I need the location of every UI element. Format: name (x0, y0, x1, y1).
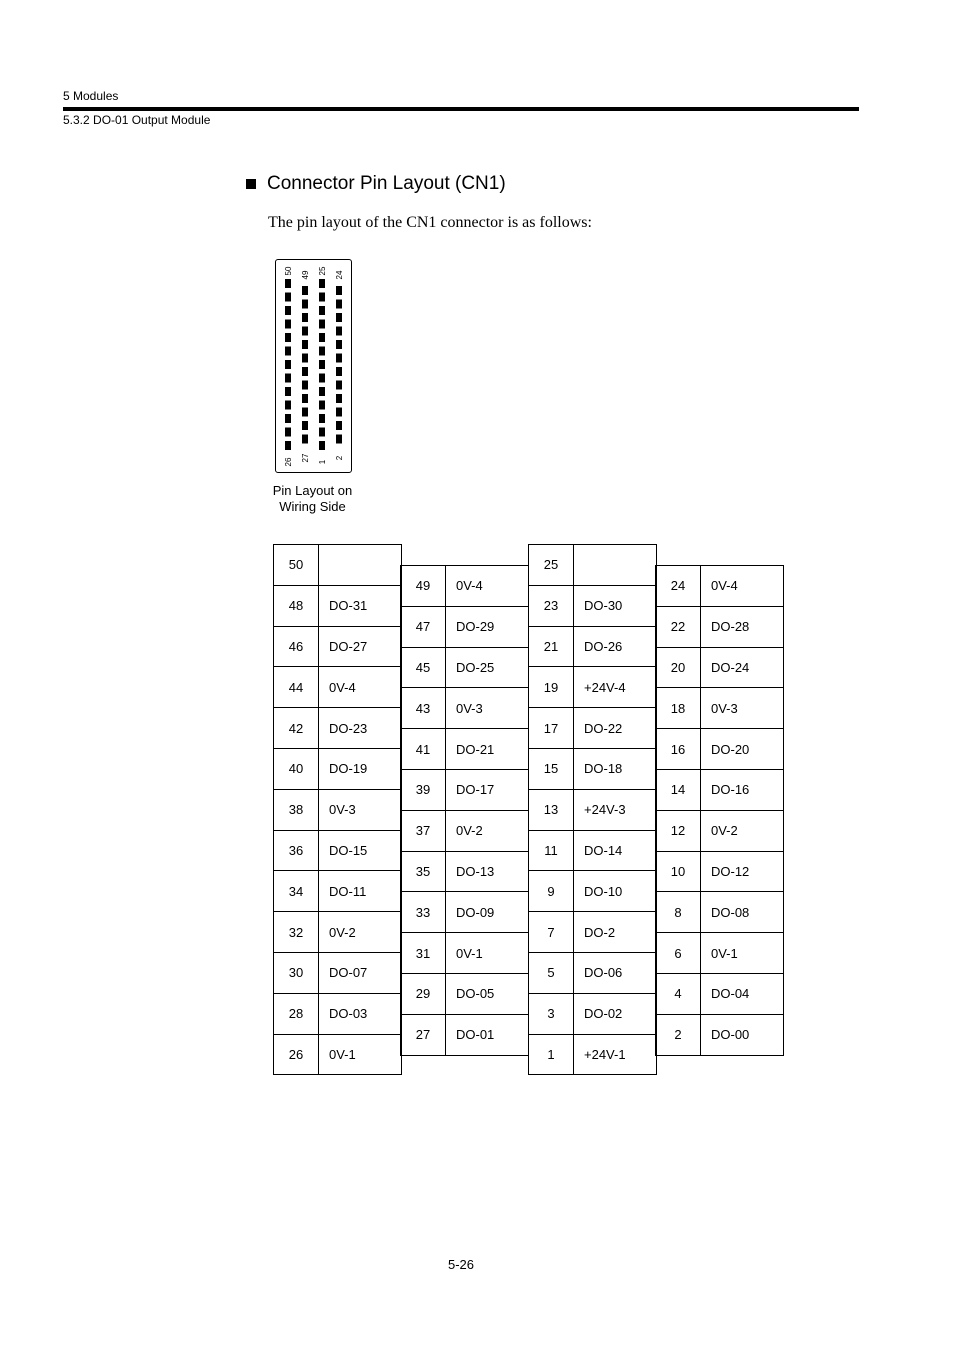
pin-signal-cell: DO-20 (700, 728, 784, 770)
pin-number-cell: 27 (400, 1014, 446, 1056)
pin-number-cell: 13 (528, 789, 574, 831)
pin-number-cell: 15 (528, 748, 574, 790)
pin-number-cell: 5 (528, 952, 574, 994)
connector-pin (336, 313, 342, 322)
header-rule (63, 107, 859, 111)
pin-number-cell: 6 (655, 932, 701, 974)
pin-number-cell: 33 (400, 891, 446, 933)
pin-number-cell: 30 (273, 952, 319, 994)
pin-signal-cell: 0V-3 (445, 687, 529, 729)
pin-signal-cell: 0V-4 (700, 565, 784, 607)
connector-pin (285, 374, 291, 383)
pin-signal-cell: +24V-4 (573, 666, 657, 708)
pin-number-cell: 14 (655, 769, 701, 811)
pin-signal-cell: DO-07 (318, 952, 402, 994)
connector-pin (319, 428, 325, 437)
pin-number-cell: 41 (400, 728, 446, 770)
pin-number-cell: 11 (528, 830, 574, 872)
pin-signal-cell: 0V-4 (445, 565, 529, 607)
page-number: 5-26 (447, 1257, 475, 1272)
pin-number-cell: 49 (400, 565, 446, 607)
square-bullet-icon (246, 179, 256, 189)
pin-signal-cell: DO-12 (700, 851, 784, 893)
connector-pin (336, 394, 342, 403)
pin-signal-cell: DO-17 (445, 769, 529, 811)
pin-signal-cell: 0V-2 (318, 911, 402, 953)
connector-pin (336, 354, 342, 363)
connector-pin (285, 441, 291, 450)
connector-pin (285, 414, 291, 423)
connector-pin (302, 340, 308, 349)
intro-text: The pin layout of the CN1 connector is as follows: (268, 214, 592, 231)
connector-pin (319, 306, 325, 315)
caption-line-1: Pin Layout on (272, 483, 353, 498)
pin-number-cell: 42 (273, 707, 319, 749)
connector-pin (285, 293, 291, 302)
pin-number-cell: 43 (400, 687, 446, 729)
pin-signal-cell: DO-14 (573, 830, 657, 872)
connector-top-label: 49 (301, 270, 310, 280)
connector-pin (302, 435, 308, 444)
pin-signal-cell: DO-24 (700, 647, 784, 689)
pin-number-cell: 50 (273, 544, 319, 586)
connector-diagram (275, 259, 352, 473)
pin-number-cell: 44 (273, 666, 319, 708)
connector-pin (302, 381, 308, 390)
pin-number-cell: 35 (400, 851, 446, 893)
pin-signal-cell: DO-11 (318, 870, 402, 912)
connector-pin (319, 279, 325, 288)
connector-pin (285, 360, 291, 369)
connector-pin (336, 340, 342, 349)
connector-pin (319, 333, 325, 342)
pin-signal-cell: DO-04 (700, 973, 784, 1015)
pin-signal-cell: DO-26 (573, 626, 657, 668)
pin-signal-cell: DO-30 (573, 585, 657, 627)
connector-pin (302, 327, 308, 336)
pin-number-cell: 39 (400, 769, 446, 811)
pin-number-cell: 37 (400, 810, 446, 852)
connector-pin (285, 387, 291, 396)
pin-signal-cell: DO-19 (318, 748, 402, 790)
pin-number-cell: 31 (400, 932, 446, 974)
pin-number-cell: 47 (400, 606, 446, 648)
pin-signal-cell: DO-09 (445, 891, 529, 933)
connector-pin (319, 374, 325, 383)
pin-number-cell: 38 (273, 789, 319, 831)
pin-number-cell: 29 (400, 973, 446, 1015)
pin-signal-cell: 0V-2 (445, 810, 529, 852)
pin-signal-cell (318, 544, 402, 586)
pin-number-cell: 46 (273, 626, 319, 668)
connector-pin (302, 313, 308, 322)
connector-pin (319, 401, 325, 410)
pin-signal-cell: DO-18 (573, 748, 657, 790)
connector-pin (285, 279, 291, 288)
pin-number-cell: 3 (528, 993, 574, 1035)
pin-number-cell: 19 (528, 666, 574, 708)
connector-pin (319, 414, 325, 423)
connector-top-label: 25 (318, 266, 327, 276)
caption-line-2: Wiring Side (279, 499, 346, 514)
pin-number-cell: 21 (528, 626, 574, 668)
pin-number-cell: 9 (528, 870, 574, 912)
pin-number-cell: 7 (528, 911, 574, 953)
pin-number-cell: 8 (655, 891, 701, 933)
connector-pin (336, 286, 342, 295)
pin-number-cell: 20 (655, 647, 701, 689)
pin-number-cell: 25 (528, 544, 574, 586)
connector-pin (285, 306, 291, 315)
pin-number-cell: 2 (655, 1014, 701, 1056)
pin-signal-cell: DO-23 (318, 707, 402, 749)
pin-signal-cell: DO-00 (700, 1014, 784, 1056)
connector-pin (285, 347, 291, 356)
pin-signal-cell: 0V-3 (318, 789, 402, 831)
pin-signal-cell: DO-01 (445, 1014, 529, 1056)
section-heading (246, 173, 506, 195)
connector-bottom-label: 2 (335, 455, 344, 461)
pin-number-cell: 23 (528, 585, 574, 627)
connector-pin (285, 320, 291, 329)
connector-pin (336, 300, 342, 309)
pin-signal-cell: 0V-4 (318, 666, 402, 708)
connector-pin (302, 394, 308, 403)
pin-signal-cell: DO-05 (445, 973, 529, 1015)
connector-pin (336, 367, 342, 376)
pin-number-cell: 16 (655, 728, 701, 770)
connector-caption (262, 483, 363, 515)
pin-signal-cell (573, 544, 657, 586)
pin-signal-cell: DO-27 (318, 626, 402, 668)
connector-pin (336, 408, 342, 417)
connector-pin (336, 421, 342, 430)
pin-signal-cell: DO-2 (573, 911, 657, 953)
connector-pin (319, 360, 325, 369)
pin-number-cell: 36 (273, 830, 319, 872)
connector-pin (285, 428, 291, 437)
pin-signal-cell: DO-28 (700, 606, 784, 648)
pin-number-cell: 32 (273, 911, 319, 953)
section-title: Connector Pin Layout (CN1) (267, 173, 506, 194)
connector-pin (319, 347, 325, 356)
connector-pin (336, 435, 342, 444)
connector-top-label: 24 (335, 270, 344, 280)
connector-pin (302, 421, 308, 430)
pin-number-cell: 18 (655, 687, 701, 729)
pin-signal-cell: DO-22 (573, 707, 657, 749)
connector-top-label: 50 (284, 266, 293, 276)
pin-number-cell: 22 (655, 606, 701, 648)
pin-number-cell: 26 (273, 1034, 319, 1076)
connector-pin (319, 293, 325, 302)
pin-signal-cell: 0V-1 (445, 932, 529, 974)
pin-signal-cell: DO-21 (445, 728, 529, 770)
pin-number-cell: 28 (273, 993, 319, 1035)
connector-pin (319, 387, 325, 396)
pin-signal-cell: DO-29 (445, 606, 529, 648)
pin-signal-cell: DO-13 (445, 851, 529, 893)
pin-signal-cell: DO-10 (573, 870, 657, 912)
connector-pin-graphic (276, 260, 351, 472)
connector-pin (285, 333, 291, 342)
connector-pin (302, 408, 308, 417)
connector-bottom-label: 27 (301, 453, 310, 463)
pin-number-cell: 34 (273, 870, 319, 912)
connector-bottom-label: 1 (318, 459, 327, 465)
connector-pin (319, 441, 325, 450)
pin-number-cell: 10 (655, 851, 701, 893)
pin-number-cell: 48 (273, 585, 319, 627)
pin-signal-cell: DO-15 (318, 830, 402, 872)
pin-number-cell: 45 (400, 647, 446, 689)
pin-signal-cell: 0V-1 (700, 932, 784, 974)
pin-signal-cell: 0V-3 (700, 687, 784, 729)
pin-signal-cell: DO-02 (573, 993, 657, 1035)
pin-number-cell: 24 (655, 565, 701, 607)
connector-bottom-label: 26 (284, 457, 293, 467)
connector-pin (302, 300, 308, 309)
pin-signal-cell: DO-08 (700, 891, 784, 933)
pin-number-cell: 4 (655, 973, 701, 1015)
connector-pin (302, 354, 308, 363)
pin-signal-cell: +24V-3 (573, 789, 657, 831)
pin-signal-cell: DO-06 (573, 952, 657, 994)
pin-signal-cell: 0V-2 (700, 810, 784, 852)
connector-pin (336, 381, 342, 390)
connector-pin (285, 401, 291, 410)
pin-number-cell: 12 (655, 810, 701, 852)
pin-signal-cell: DO-25 (445, 647, 529, 689)
connector-pin (336, 327, 342, 336)
connector-pin (302, 367, 308, 376)
pin-signal-cell: 0V-1 (318, 1034, 402, 1076)
section-header: 5.3.2 DO-01 Output Module (63, 113, 211, 127)
pin-number-cell: 1 (528, 1034, 574, 1076)
chapter-header: 5 Modules (63, 89, 119, 103)
pin-signal-cell: DO-03 (318, 993, 402, 1035)
pin-signal-cell: DO-31 (318, 585, 402, 627)
pin-number-cell: 17 (528, 707, 574, 749)
pin-number-cell: 40 (273, 748, 319, 790)
pin-signal-cell: +24V-1 (573, 1034, 657, 1076)
connector-pin (319, 320, 325, 329)
pin-signal-cell: DO-16 (700, 769, 784, 811)
connector-pin (302, 286, 308, 295)
